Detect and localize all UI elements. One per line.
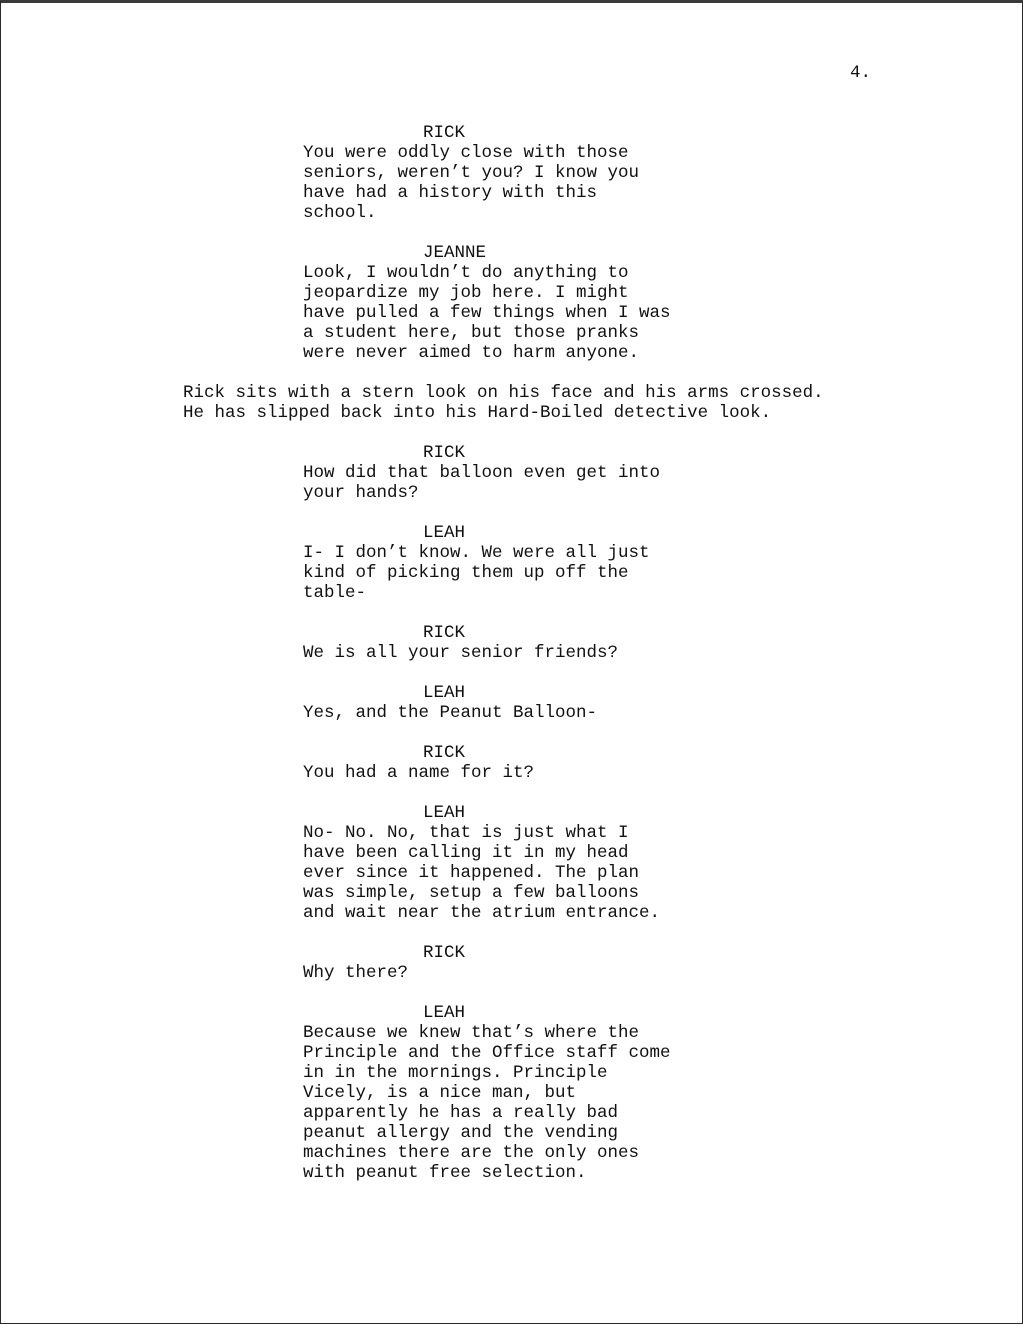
action-text: Rick sits with a stern look on his face and his arms crossed. He has slipped back into his Hard-Boiled detective look.	[183, 383, 824, 423]
character-name: LEAH	[423, 683, 466, 703]
dialogue-text: How did that balloon even get into your hands?	[303, 463, 661, 503]
dialogue-block	[1, 943, 1024, 983]
character-name: RICK	[423, 123, 466, 143]
character-name: LEAH	[423, 803, 466, 823]
dialogue-text: You were oddly close with those seniors, weren’t you? I know you have had a history with this school.	[303, 143, 640, 223]
dialogue-text: Because we knew that’s where the Principle and the Office staff come in in the mornings. Principle Vicely, is a nice man, but apparently he has a really bad peanut allergy and the vending machines there are the only ones with peanut free selection.	[303, 1023, 671, 1183]
dialogue-text: No- No. No, that is just what I have been calling it in my head ever since it happened. The plan was simple, setup a few balloons and wait near the atrium entrance.	[303, 823, 661, 923]
character-name: LEAH	[423, 523, 466, 543]
character-name: RICK	[423, 623, 466, 643]
dialogue-block	[1, 1003, 1024, 1183]
dialogue-text: Why there?	[303, 963, 409, 983]
dialogue-text: Look, I wouldn’t do anything to jeopardize my job here. I might have pulled a few things when I was a student here, but those pranks were never aimed to harm anyone.	[303, 263, 671, 363]
character-name: JEANNE	[423, 243, 487, 263]
dialogue-block	[1, 743, 1024, 783]
character-name: RICK	[423, 443, 466, 463]
dialogue-block	[1, 683, 1024, 723]
character-name: LEAH	[423, 1003, 466, 1023]
action-block	[1, 383, 1024, 423]
character-name: RICK	[423, 943, 466, 963]
dialogue-block	[1, 123, 1024, 223]
dialogue-block	[1, 803, 1024, 923]
dialogue-block	[1, 623, 1024, 663]
dialogue-text: We is all your senior friends?	[303, 643, 619, 663]
dialogue-block	[1, 243, 1024, 363]
dialogue-block	[1, 523, 1024, 603]
page-number: 4.	[850, 63, 872, 83]
dialogue-text: Yes, and the Peanut Balloon-	[303, 703, 598, 723]
dialogue-block	[1, 443, 1024, 503]
character-name: RICK	[423, 743, 466, 763]
dialogue-text: You had a name for it?	[303, 763, 535, 783]
script-body	[1, 123, 1024, 1203]
dialogue-text: I- I don’t know. We were all just kind of picking them up off the table-	[303, 543, 650, 603]
